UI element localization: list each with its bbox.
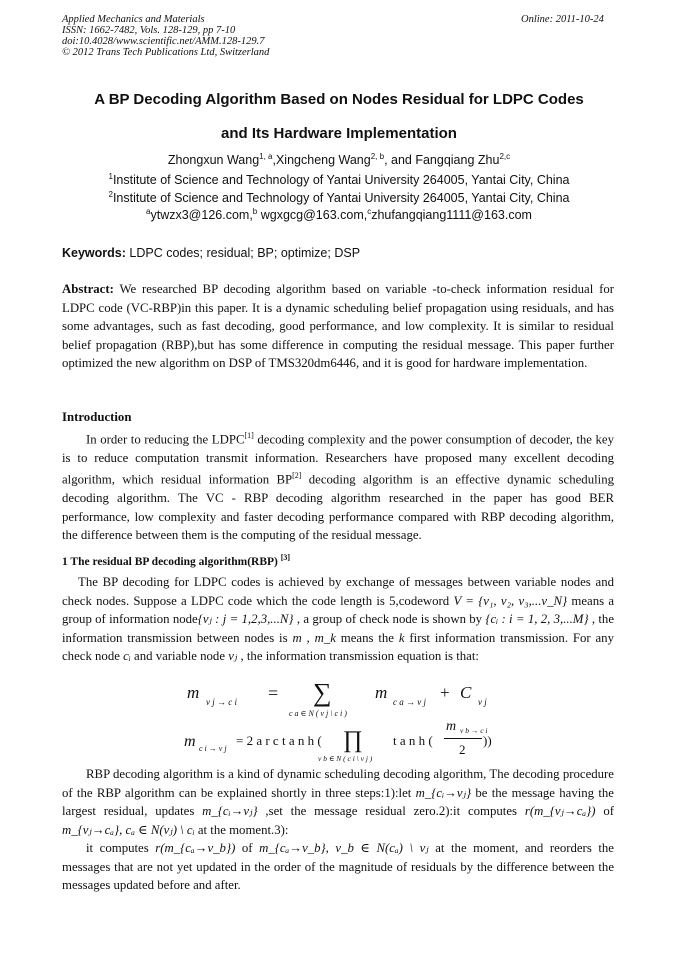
- eq2-den: 2: [459, 742, 466, 757]
- section1-heading: [62, 553, 290, 568]
- eq1-C: C: [460, 683, 472, 702]
- sec1-text-4: , the information transmission between nodes is: [62, 612, 615, 645]
- intro-text-1: In order to reducing the LDPC: [86, 432, 245, 447]
- email-a-sup: a: [146, 207, 151, 216]
- section1-title: 1 The residual BP decoding algorithm(RBP): [62, 555, 278, 568]
- set-ci: {cᵢ : i = 1, 2, 3,...M}: [485, 612, 589, 626]
- author-list: [0, 152, 678, 167]
- paper-title-line1: A BP Decoding Algorithm Based on Nodes Residual for LDPC Codes: [94, 91, 584, 108]
- rbp-text-8: at the moment, and reorders the messages that are not yet updated in the order of the magnitude of residuals by the difference between the messages updated before and after.: [62, 841, 614, 892]
- rbp-text-7: of: [235, 841, 260, 855]
- affiliation-2-text: Institute of Science and Technology of Yantai University 264005, Yantai City, China: [112, 191, 570, 206]
- email-b: wgxgcg@163.com,: [257, 208, 368, 223]
- email-c-sup: c: [367, 207, 372, 216]
- eq2-num-sub: v b → c i: [460, 726, 488, 735]
- rbp-expr3: r(m_{cₐ→v_b}): [155, 841, 236, 855]
- introduction-paragraph: [62, 427, 614, 545]
- doi-line: doi:10.4028/www.scientific.net/AMM.128-129.7: [62, 36, 265, 47]
- m-mk: m , m_k: [292, 630, 336, 645]
- rbp-paragraph: [62, 765, 614, 895]
- author-2-sup: 2, b: [370, 152, 385, 161]
- affiliation-2: [0, 190, 678, 205]
- eq2-lhs: m: [184, 733, 196, 750]
- keywords-text: LDPC codes; residual; BP; optimize; DSP: [125, 246, 361, 260]
- eq2-rhs: = 2 a r c t a n h (: [236, 733, 322, 748]
- author-3-sup: 2,c: [499, 152, 511, 161]
- set-vj: {vⱼ : j = 1,2,3,...N}: [197, 612, 294, 626]
- affiliation-1: [0, 172, 678, 187]
- sec1-text-8: , the information transmission equation is that:: [237, 649, 479, 663]
- eq1-C-sub: v j: [478, 697, 487, 707]
- rbp-text-1: RBP decoding algorithm is a kind of dynamic scheduling decoding algorithm, The decoding procedure of the RBP algorithm can be explained shortly in three steps:1):let: [62, 767, 614, 800]
- author-2: ,Xingcheng Wang: [272, 153, 371, 168]
- email-c: zhufangqiang1111@163.com: [371, 208, 532, 223]
- affiliation-1-sup: 1: [108, 172, 113, 181]
- email-b-sup: b: [252, 207, 258, 216]
- eq1-m: m: [375, 683, 388, 702]
- intro-text-2: decoding complexity and the power consumption of decoder, the key is to reduce computation transmit information. Researchers have proposed many excellent decoding algorithm, which residual information BP: [62, 432, 614, 487]
- journal-header: [62, 14, 269, 58]
- email-line: [0, 207, 678, 222]
- eq1-sum: ∑: [313, 678, 332, 707]
- issn-line: ISSN: 1662-7482, Vols. 128-129, pp 7-10: [62, 25, 236, 36]
- eq2-lhs-sub: c i → v j: [199, 744, 227, 753]
- rbp-text-3: ,set the message residual zero.2):it computes: [257, 804, 525, 818]
- author-3: , and Fangqiang Zhu: [384, 153, 500, 168]
- eq1-m-sub: c a → v j: [393, 697, 426, 707]
- sec1-text-3: , a group of check node is shown by: [293, 612, 486, 626]
- rbp-expr2: m_{vⱼ→cₐ}, cₐ ∈ N(vⱼ) \ cᵢ: [62, 822, 195, 837]
- rbp-m2: m_{cᵢ→vⱼ}: [202, 804, 258, 818]
- intro-ref-2: [2]: [292, 471, 302, 481]
- rbp-text-5: at the moment.3):: [194, 822, 289, 837]
- rbp-m1: m_{cᵢ→vⱼ}: [415, 785, 472, 800]
- affiliation-1-text: Institute of Science and Technology of Yantai University 264005, Yantai City, China: [112, 173, 570, 188]
- affiliation-2-sup: 2: [108, 190, 113, 199]
- sec1-text-1: The BP decoding for LDPC codes is achieved by exchange of messages between variable nodes and check nodes. Suppose a LDPC code which the code length is 5,codeword: [62, 575, 614, 608]
- sec1-text-7: and variable node: [130, 649, 229, 663]
- eq2-prod-sub: v b ∈ N ( c i \ v j ): [318, 754, 373, 763]
- k-symbol: k: [398, 630, 405, 645]
- abstract-label: Abstract:: [62, 282, 114, 296]
- vj-symbol: vⱼ: [228, 649, 238, 663]
- eq1-plus: +: [440, 683, 450, 702]
- intro-ref-1: [1]: [244, 431, 254, 440]
- introduction-heading: Introduction: [62, 410, 132, 424]
- sec1-text-6: first information transmission. For any check node: [62, 630, 614, 663]
- rbp-expr4: m_{cₐ→v_b}, v_b ∈ N(cₐ) \ vⱼ: [259, 841, 429, 855]
- author-1: Zhongxun Wang: [167, 153, 260, 168]
- abstract-paragraph: [62, 280, 614, 373]
- rbp-text-2: be the message having the largest residual, updates: [62, 785, 614, 818]
- journal-name: Applied Mechanics and Materials: [62, 14, 205, 25]
- paper-title-line2: and Its Hardware Implementation: [221, 125, 457, 142]
- sec1-text-2: means a group of information node: [62, 593, 614, 626]
- rbp-text-4: of: [595, 804, 614, 818]
- copyright-line: © 2012 Trans Tech Publications Ltd, Switzerland: [62, 47, 270, 58]
- eq2-close: )): [483, 733, 492, 748]
- eq2-tanh: t a n h (: [393, 733, 433, 748]
- keywords: [62, 246, 360, 260]
- email-a: ytwzx3@126.com,: [150, 208, 253, 223]
- author-1-sup: 1, a: [259, 152, 273, 161]
- sec1-text-5: means the: [335, 630, 399, 645]
- rbp-expr1: r(m_{vⱼ→cₐ}): [524, 804, 596, 818]
- eq1-lhs: m: [187, 683, 200, 702]
- set-v: V = {v₁, v₂, v₃,...v_N}: [453, 593, 568, 608]
- section1-paragraph: [62, 573, 614, 666]
- eq1-sum-sub: c a ∈ N ( v j \ c i ): [289, 709, 347, 718]
- eq1-equals: =: [268, 683, 279, 703]
- online-date: Online: 2011-10-24: [521, 14, 604, 25]
- ci-symbol: cᵢ: [123, 649, 131, 663]
- eq2-fraction-bar: [444, 738, 482, 739]
- keywords-label: Keywords:: [62, 246, 126, 260]
- intro-text-3: decoding algorithm is an effective dynamic scheduling decoding algorithm. The VC - RBP decoding algorithm researched in the paper has good BER performance, low complexity and faster decoding performance compared with RBP decoding algorithm, the difference between them is the computing of the residual message.: [62, 472, 615, 543]
- rbp-text-6: it computes: [86, 841, 156, 855]
- eq1-lhs-sub: v j → c i: [206, 697, 237, 707]
- eq2-num: m: [446, 719, 457, 734]
- section1-ref: [3]: [280, 553, 291, 562]
- eq2-prod: ∏: [343, 727, 363, 753]
- abstract-text: We researched BP decoding algorithm based on variable -to-check information residual for LDPC code (VC-RBP)in this paper. It is a dynamic scheduling belief propagation using residuals, and has some advantages, such as fast decoding, good performance, and low complexity. It is similar to residual belief propagation (RBP),but has some difference in computing the residual message. This paper further optimized the new algorithm on DSP of TMS320dm6446, and it is good for hardware implementation.: [62, 282, 614, 370]
